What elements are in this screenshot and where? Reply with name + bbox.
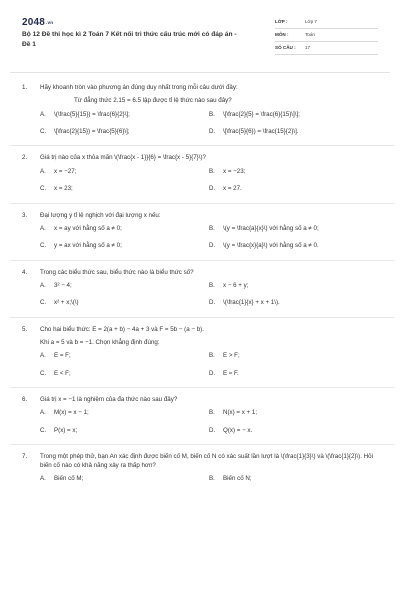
option-text: P(x) = x;: [54, 426, 78, 434]
option-text: \(\frac{5}{15}) = \frac{6}{2}\];: [54, 110, 130, 118]
option-b[interactable]: [209, 168, 400, 176]
question-divider: [10, 387, 394, 388]
option-letter: B.: [209, 224, 215, 232]
option-letter: B.: [209, 352, 215, 360]
option-a[interactable]: [40, 409, 209, 417]
option-b[interactable]: [209, 225, 400, 233]
question-number: 1.: [22, 84, 28, 91]
option-text: \[\frac{2}{5} = \frac{6}{15}\]\];: [223, 110, 300, 118]
option-letter: B.: [209, 110, 215, 118]
meta-value: Toán: [305, 32, 315, 37]
question-head: [22, 326, 382, 348]
option-text: x² + x;\(\): [54, 299, 79, 307]
meta-row-count: [275, 42, 378, 55]
option-a[interactable]: [40, 111, 209, 119]
question-text: Trong các biểu thức sau, biểu thức nào là biểu thức số?: [40, 268, 194, 276]
option-letter: D.: [209, 242, 216, 250]
option-text: \[\frac{2}{15}) = \frac{5}{6}\];: [54, 128, 130, 136]
question-7: [22, 453, 382, 483]
question-divider: [10, 444, 394, 445]
option-text: E < F;: [54, 369, 71, 377]
option-b[interactable]: [209, 111, 400, 119]
option-text: x = −23;: [223, 167, 246, 175]
option-letter: C.: [40, 426, 47, 434]
question-4: [22, 269, 382, 308]
option-d[interactable]: [209, 299, 400, 307]
option-c[interactable]: [40, 299, 209, 307]
question-head: [22, 154, 382, 162]
question-head: [22, 453, 382, 470]
meta-label: SỐ CÂU :: [275, 45, 296, 50]
header-divider: [10, 72, 390, 73]
option-letter: A.: [40, 110, 46, 118]
option-grid: [22, 409, 382, 435]
option-letter: A.: [40, 167, 46, 175]
question-divider: [10, 317, 394, 318]
question-head: [22, 396, 382, 404]
question-subtext: Từ đẳng thức 2.15 = 6.5 lập được tỉ lệ thức nào sau đây?: [74, 97, 232, 105]
question-divider: [10, 145, 394, 146]
meta-value: 17: [305, 45, 311, 50]
question-text: Trong một phép thử, bạn An xác định được biến cố M, biến cố N có xác suất lần lượt là \(\frac{1}{3}\) và \(\frac{1}{2}\). Hỏi biến cố nào có khả năng xảy ra thấp hơn?: [40, 453, 373, 469]
option-letter: C.: [40, 185, 47, 193]
option-text: x = 23;: [54, 185, 73, 193]
option-b[interactable]: [209, 352, 400, 360]
meta-row-class: [275, 16, 378, 29]
question-number: 6.: [22, 396, 28, 404]
option-letter: A.: [40, 409, 46, 417]
question-6: [22, 396, 382, 435]
option-text: \(y = \frac{x}{a}\) với hằng số a ≠ 0.: [223, 242, 319, 250]
question-5: [22, 326, 382, 378]
option-grid: [22, 168, 382, 194]
question-1: [22, 84, 382, 136]
option-text: \[\frac{5}{6}) = \frac{15}{2}\].: [223, 128, 299, 136]
site-logo[interactable]: [22, 16, 53, 30]
option-letter: B.: [209, 281, 215, 289]
logo-tld: .vn: [46, 20, 54, 25]
meta-value: Lớp 7: [305, 19, 317, 24]
meta-label: MÔN :: [275, 32, 289, 37]
option-text: 3² − 4;: [54, 281, 72, 289]
option-grid: [22, 475, 382, 483]
option-a[interactable]: [40, 225, 209, 233]
option-d[interactable]: [209, 242, 400, 250]
option-c[interactable]: [40, 185, 209, 193]
option-text: x = −27;: [54, 167, 77, 175]
option-a[interactable]: [40, 282, 209, 290]
option-text: \(y = \frac{a}{x}\) với hằng số a ≠ 0;: [223, 224, 319, 232]
option-letter: D.: [209, 185, 216, 193]
option-text: E = F;: [54, 352, 71, 360]
question-text: Hãy khoanh tròn vào phương án đúng duy nhất trong mỗi câu dưới đây:: [40, 84, 238, 91]
question-text: Cho hai biểu thức: E = 2(a + b) − 4a + 3 và F = 5b − (a − b).: [40, 325, 204, 333]
option-letter: B.: [209, 167, 215, 175]
option-a[interactable]: [40, 168, 209, 176]
option-d[interactable]: [209, 128, 400, 136]
option-a[interactable]: [40, 475, 209, 483]
option-b[interactable]: [209, 475, 400, 483]
option-a[interactable]: [40, 352, 209, 360]
option-text: \(\frac{1}{x} + x + 1\).: [223, 299, 280, 307]
question-number: 5.: [22, 325, 28, 333]
option-letter: D.: [209, 369, 216, 377]
option-grid: [22, 111, 382, 137]
question-head: [22, 212, 382, 220]
question-number: 2.: [22, 154, 28, 162]
option-text: E ≈ F.: [223, 369, 239, 377]
question-text: Giá trị x = −1 là nghiệm của đa thức nào sau đây?: [40, 396, 178, 404]
option-d[interactable]: [209, 185, 400, 193]
option-text: M(x) = x − 1;: [54, 409, 89, 417]
question-text: Đại lượng y tỉ lệ nghịch với đại lượng x nếu:: [40, 211, 161, 219]
question-subtext: Khi a = 5 và b = −1. Chọn khẳng định đúng:: [40, 339, 160, 347]
option-c[interactable]: [40, 370, 209, 378]
question-divider: [10, 260, 394, 261]
question-list: [22, 84, 382, 483]
question-head: [22, 84, 382, 106]
option-c[interactable]: [40, 242, 209, 250]
option-letter: A.: [40, 281, 46, 289]
option-letter: B.: [209, 409, 215, 417]
question-3: [22, 212, 382, 251]
question-number: 4.: [22, 268, 28, 276]
question-number: 7.: [22, 453, 28, 461]
question-divider: [10, 203, 394, 204]
option-text: Biến cố N;: [223, 474, 252, 482]
option-text: E > F;: [223, 352, 240, 360]
option-letter: C.: [40, 242, 47, 250]
document-title: Bộ 12 Đề thi học kì 2 Toán 7 Kết nối tri thức cấu trúc mới có đáp án - Đề 1: [22, 31, 237, 48]
option-letter: A.: [40, 224, 46, 232]
meta-row-subject: [275, 29, 378, 42]
option-text: x = 27.: [223, 185, 242, 193]
meta-label: LỚP :: [275, 19, 288, 24]
option-text: x = ay với hằng số a ≠ 0;: [54, 224, 122, 232]
option-c[interactable]: [40, 128, 209, 136]
option-b[interactable]: [209, 409, 400, 417]
option-c[interactable]: [40, 427, 209, 435]
meta-box: [275, 16, 378, 55]
question-number: 3.: [22, 211, 28, 219]
question-head: [22, 269, 382, 277]
option-text: N(x) = x + 1;: [223, 409, 258, 417]
option-letter: A.: [40, 474, 46, 482]
option-letter: D.: [209, 299, 216, 307]
option-b[interactable]: [209, 282, 400, 290]
option-text: Q(x) = − x.: [223, 426, 253, 434]
option-text: y = ax với hằng số a ≠ 0;: [54, 242, 122, 250]
option-grid: [22, 225, 382, 251]
option-grid: [22, 282, 382, 308]
logo-text: 2048: [22, 17, 46, 28]
document-header: [22, 16, 378, 58]
option-letter: C.: [40, 369, 47, 377]
option-letter: C.: [40, 299, 47, 307]
option-text: x − 6 + y;: [223, 281, 249, 289]
option-d[interactable]: [209, 370, 400, 378]
option-d[interactable]: [209, 427, 400, 435]
question-text: Giá trị nào của x thỏa mãn \(\frac{x - 1}}{6} = \frac{x - 5}{7}\)?: [40, 154, 206, 162]
option-letter: B.: [209, 474, 215, 482]
option-letter: D.: [209, 426, 216, 434]
option-letter: D.: [209, 128, 216, 136]
option-letter: A.: [40, 352, 46, 360]
option-letter: C.: [40, 128, 47, 136]
option-text: Biến cố M;: [54, 474, 84, 482]
question-2: [22, 154, 382, 193]
option-grid: [22, 352, 382, 378]
